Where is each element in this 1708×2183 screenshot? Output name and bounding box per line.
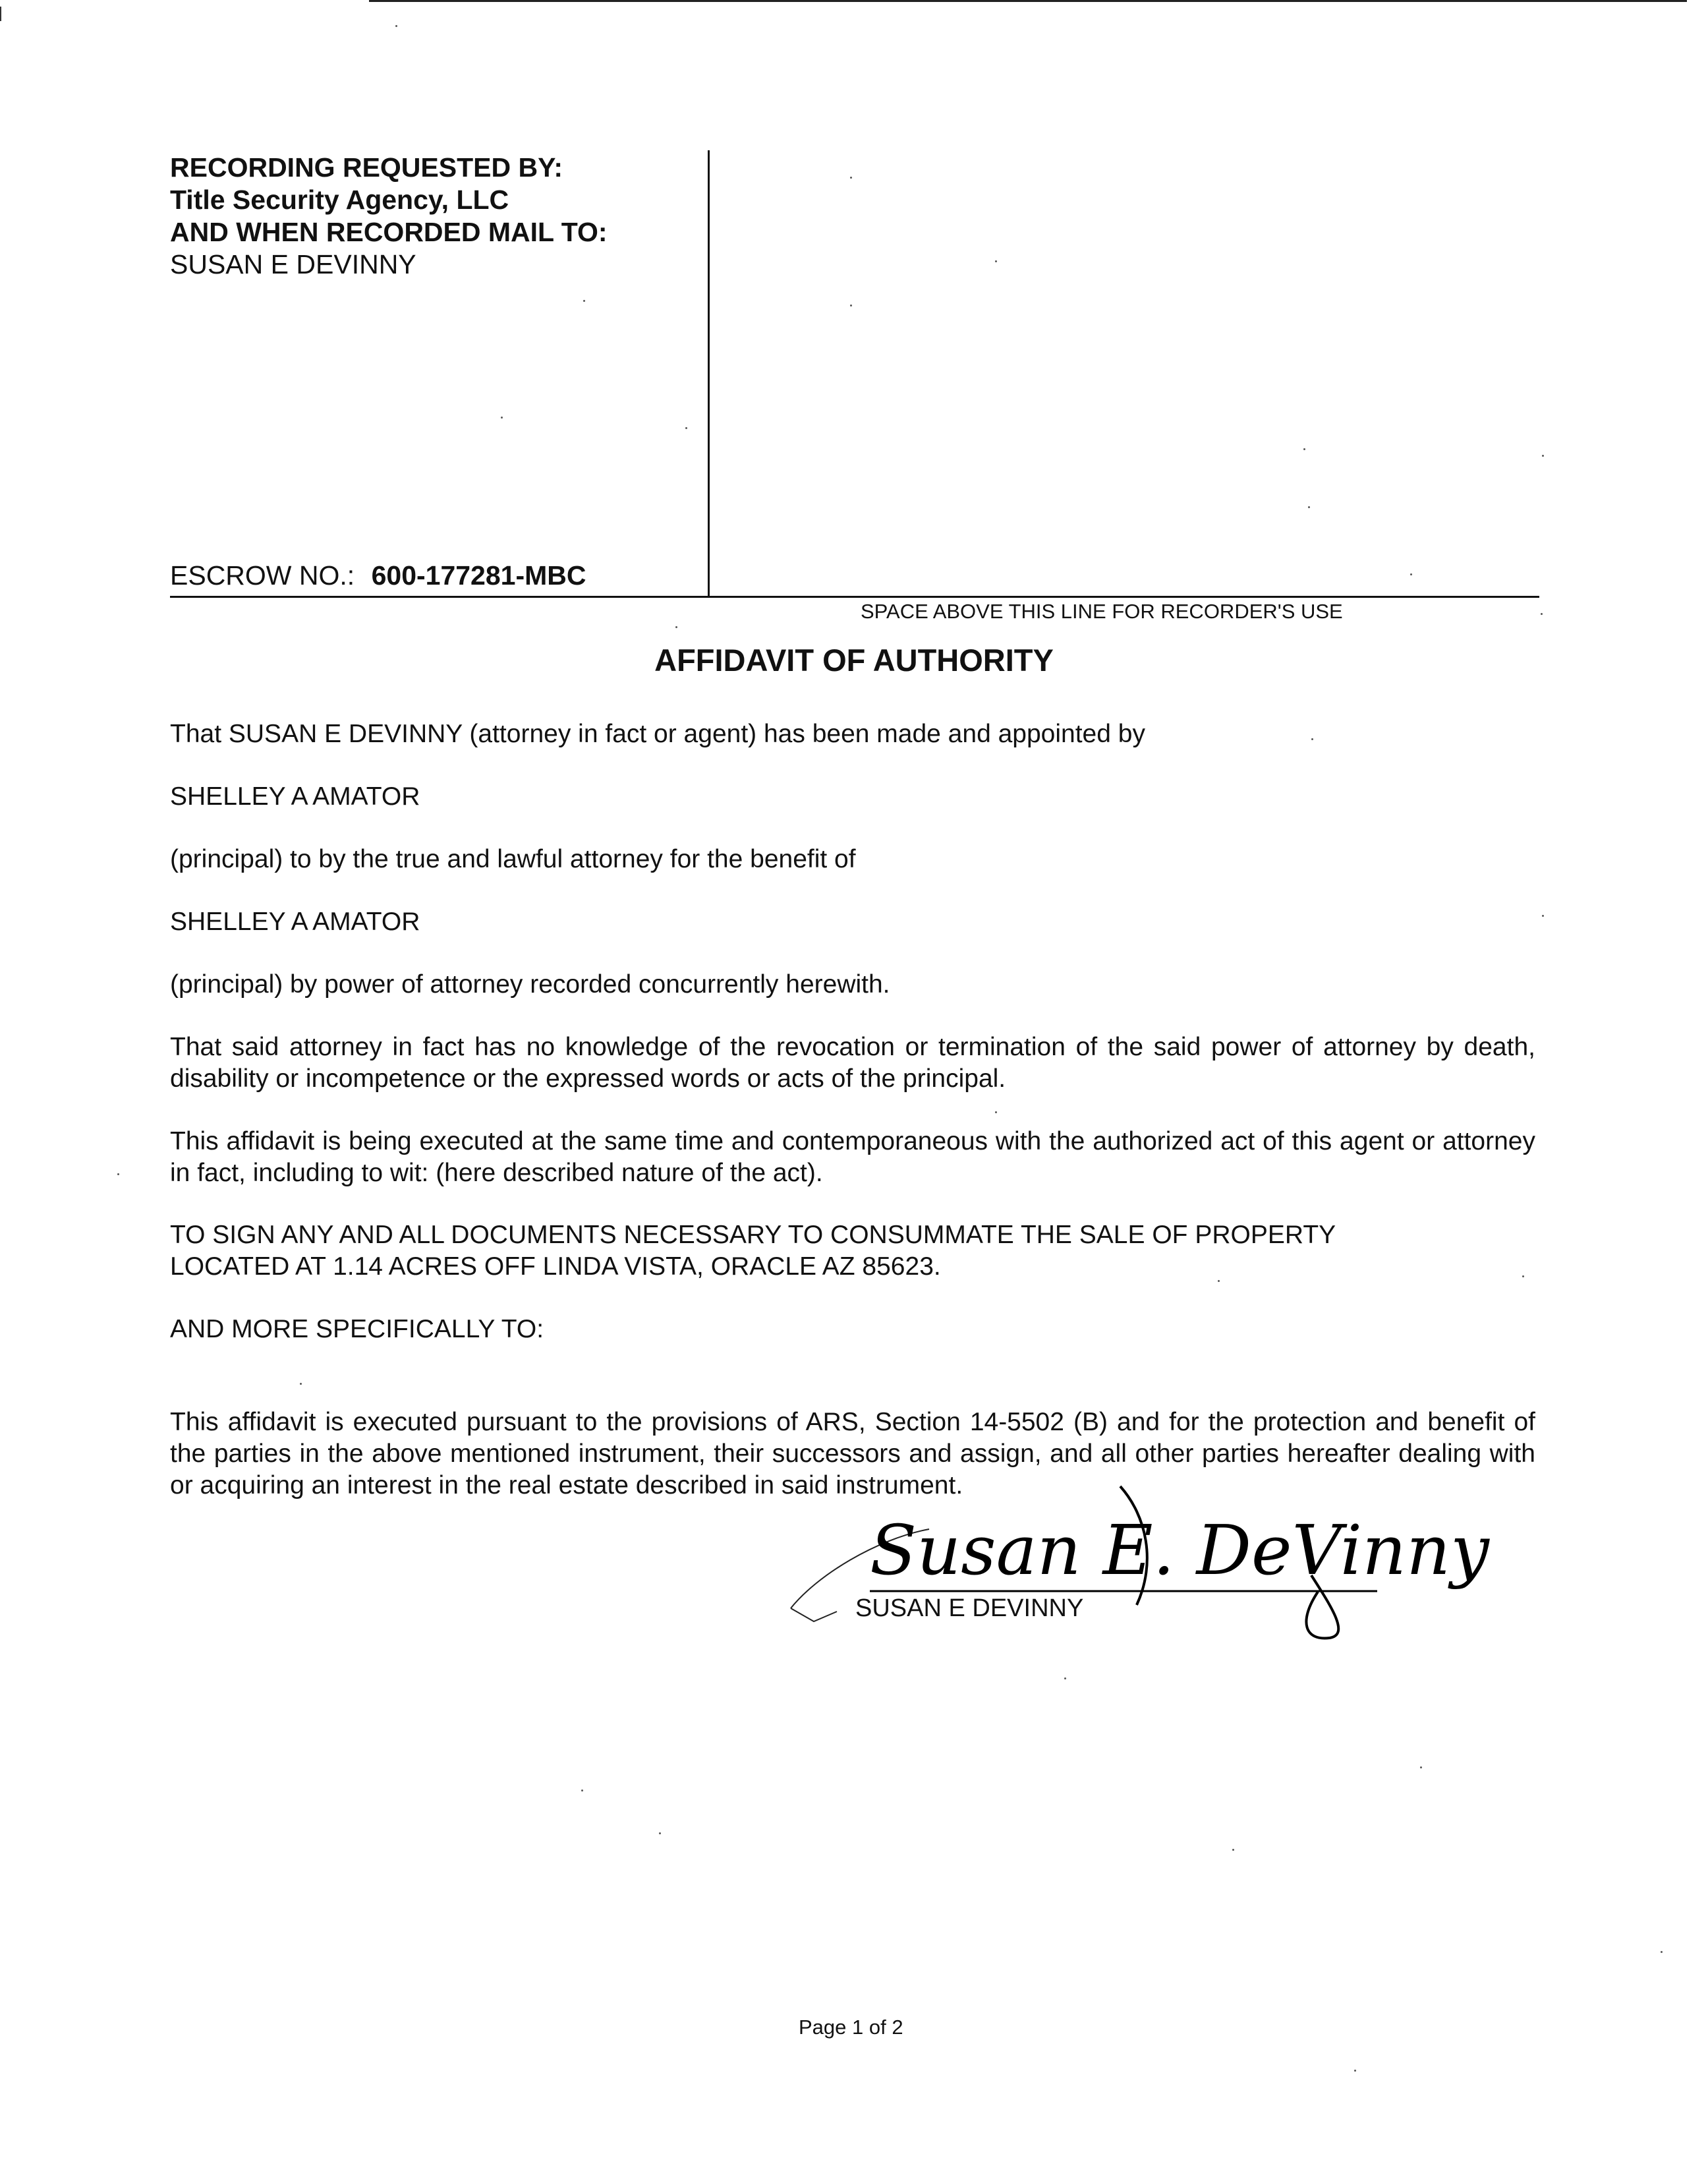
scan-speck — [501, 417, 503, 419]
scan-speck — [1232, 1849, 1234, 1851]
recorder-box-divider — [708, 150, 710, 597]
escrow-line — [170, 560, 586, 591]
signature-block — [778, 1476, 1489, 1661]
mail-to-label: AND WHEN RECORDED MAIL TO: — [170, 217, 608, 247]
paragraph-more-specifically: AND MORE SPECIFICALLY TO: — [170, 1315, 544, 1343]
scan-speck — [675, 626, 677, 628]
requester-name: Title Security Agency, LLC — [170, 185, 509, 215]
escrow-label: ESCROW NO.: — [170, 560, 355, 591]
recorder-note: SPACE ABOVE THIS LINE FOR RECORDER'S USE — [861, 600, 1343, 623]
recording-requested-label: RECORDING REQUESTED BY: — [170, 152, 563, 183]
scan-speck — [581, 1790, 583, 1791]
scan-speck — [1064, 1677, 1066, 1679]
scan-speck — [583, 300, 585, 302]
paragraph-power-of-attorney: (principal) by power of attorney recorded concurrently herewith. — [170, 970, 890, 999]
paragraph-attorney-benefit: (principal) to by the true and lawful attorney for the benefit of — [170, 845, 856, 873]
principal-name-1: SHELLEY A AMATOR — [170, 782, 420, 811]
document-title: AFFIDAVIT OF AUTHORITY — [654, 643, 1054, 678]
paragraph-authorized-act: TO SIGN ANY AND ALL DOCUMENTS NECESSARY TO CONSUMMATE THE SALE OF PROPERTY LOCATED AT 1.14 ACRES OFF LINDA VISTA, ORACLE AZ 85623. — [170, 1221, 1336, 1281]
scan-speck — [1522, 1275, 1524, 1277]
scan-speck — [685, 427, 687, 429]
scan-speck — [1354, 2070, 1356, 2072]
paragraph-contemporaneous: This affidavit is being executed at the same time and contemporaneous with the authorized act of this agent or attorney in fact, including to wit: (here described nature of the act). — [170, 1127, 1535, 1187]
scan-speck — [1542, 455, 1544, 457]
scan-speck — [1303, 448, 1305, 450]
scan-speck — [117, 1173, 119, 1175]
signature-printed-name: SUSAN E DEVINNY — [855, 1594, 1084, 1622]
scan-speck — [1410, 573, 1412, 575]
escrow-number: 600-177281-MBC — [371, 560, 586, 591]
paragraph-statutory-provision: This affidavit is executed pursuant to the provisions of ARS, Section 14-5502 (B) and for the protection and benefit of the parties in the above mentioned instrument, their successors and assign, and all other parties hereafter dealing with or acquiring an interest in the real estate described in said instrument. — [170, 1408, 1535, 1499]
scan-speck — [850, 305, 852, 306]
scan-speck — [1661, 1951, 1663, 1953]
paragraph-no-knowledge: That said attorney in fact has no knowledge of the revocation or termination of the said power of attorney by death, disability or incompetence or the expressed words or acts of the principal. — [170, 1033, 1535, 1093]
scan-speck — [1308, 506, 1310, 508]
scan-speck — [659, 1832, 661, 1834]
recorder-box-bottom-line — [170, 596, 1539, 598]
page-number: Page 1 of 2 — [799, 2016, 903, 2039]
scan-speck — [300, 1383, 302, 1385]
scan-speck — [995, 1111, 997, 1113]
scan-top-edge — [369, 0, 1687, 2]
paragraph-appointment: That SUSAN E DEVINNY (attorney in fact or agent) has been made and appointed by — [170, 720, 1145, 748]
scan-speck — [1311, 738, 1313, 740]
scan-speck — [1542, 915, 1544, 917]
scan-speck — [1218, 1280, 1220, 1282]
scan-speck — [850, 177, 852, 179]
scan-speck — [995, 260, 997, 262]
scan-speck — [1420, 1766, 1422, 1768]
signature-image — [778, 1476, 1489, 1661]
scan-speck — [1541, 613, 1543, 615]
principal-name-2: SHELLEY A AMATOR — [170, 908, 420, 936]
mail-to-name: SUSAN E DEVINNY — [170, 249, 416, 279]
scan-speck — [395, 25, 397, 27]
scan-left-mark — [0, 7, 1, 21]
signature-script: Susan E. DeVinny — [870, 1510, 1489, 1590]
